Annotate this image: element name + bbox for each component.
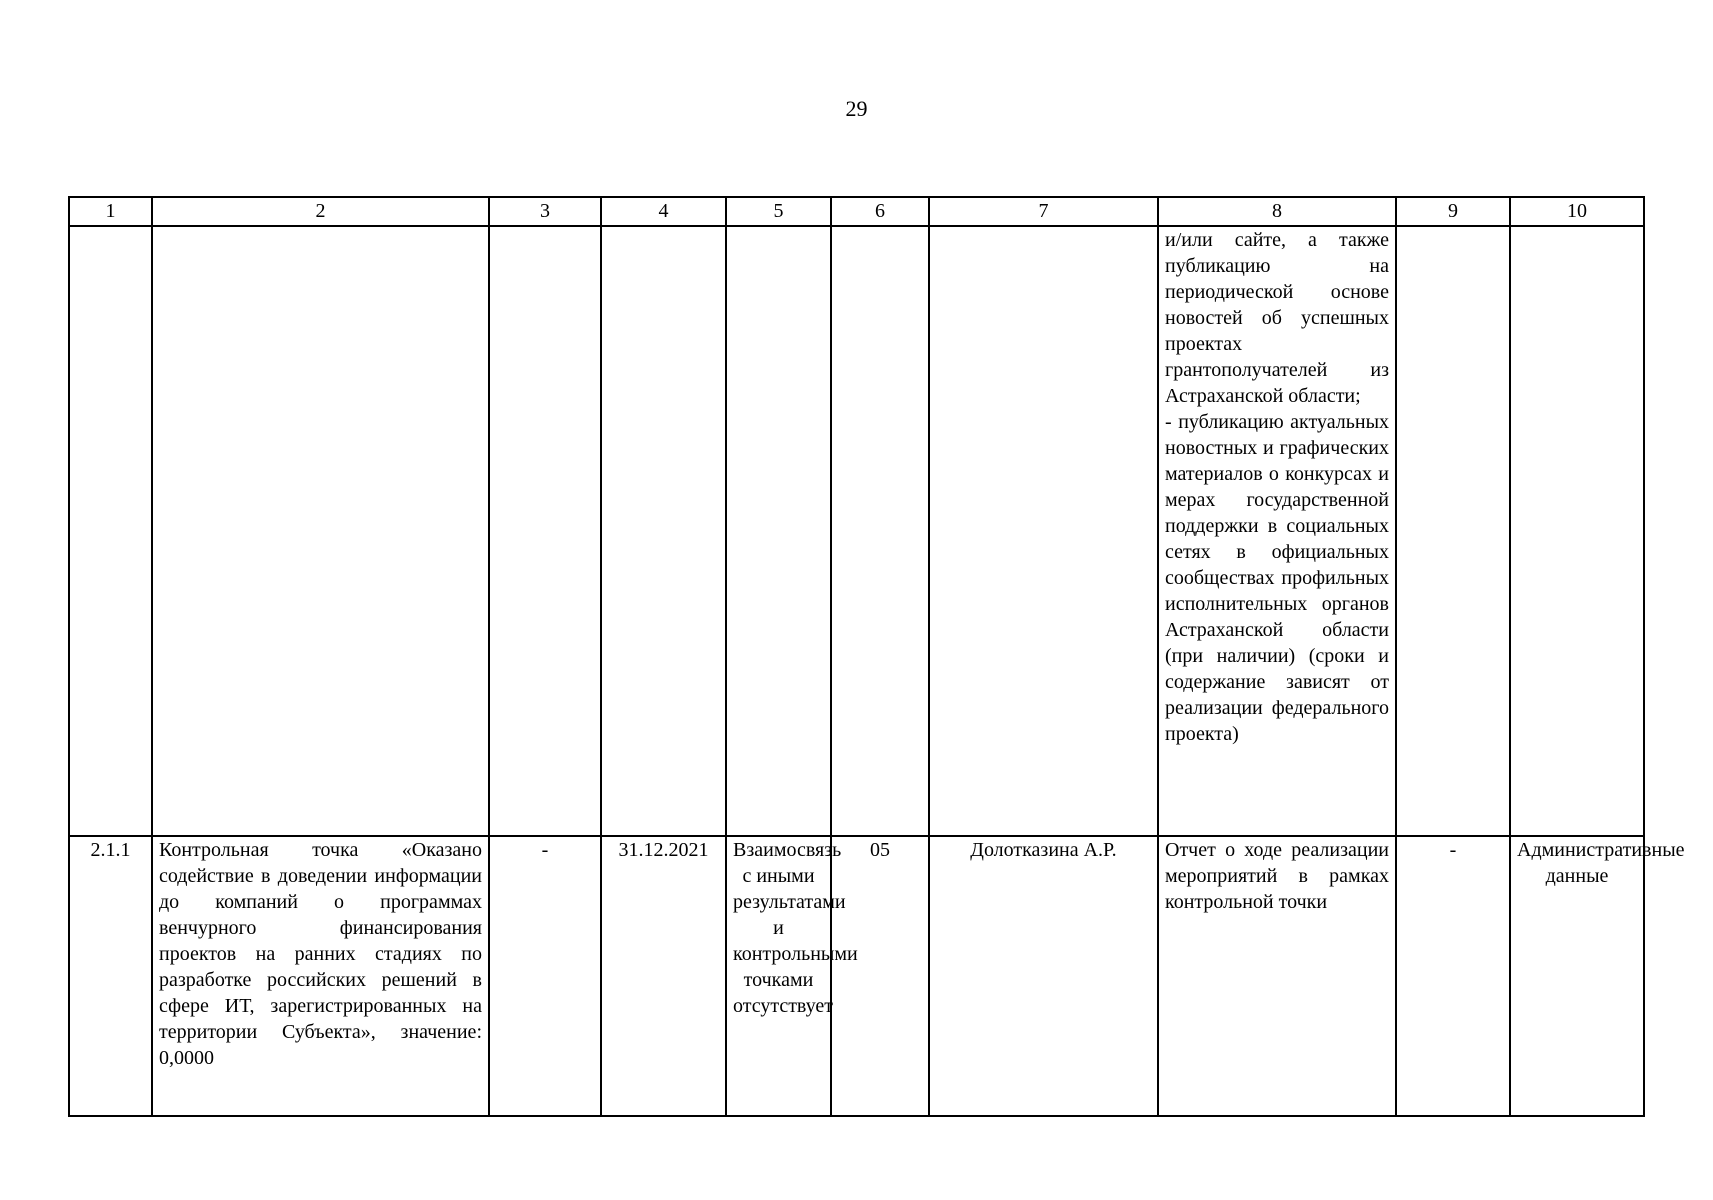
table-cell bbox=[929, 226, 1158, 836]
table-cell: Долотказина А.Р. bbox=[929, 836, 1158, 1116]
table-cell: - bbox=[489, 836, 601, 1116]
column-header-3: 3 bbox=[489, 197, 601, 226]
table-cell: Административные данные bbox=[1510, 836, 1644, 1116]
table-header-row bbox=[69, 197, 1644, 226]
table-cell bbox=[1396, 226, 1510, 836]
table-cell: 2.1.1 bbox=[69, 836, 152, 1116]
table-cell bbox=[601, 226, 726, 836]
table-cell: 05 bbox=[831, 836, 929, 1116]
table-cell: и/или сайте, а также публикацию на периодической основе новостей об успешных проектах грантополучателей из Астраханской области; - публикацию актуальных новостных и графических материалов о конкурсах и мерах государственной поддержки в социальных сетях в официальных сообществах профильных исполнительных органов Астраханской области (при наличии) (сроки и содержание зависят от реализации федерального проекта) bbox=[1158, 226, 1396, 836]
table-cell bbox=[1510, 226, 1644, 836]
column-header-9: 9 bbox=[1396, 197, 1510, 226]
table-cell: - bbox=[1396, 836, 1510, 1116]
column-header-4: 4 bbox=[601, 197, 726, 226]
column-header-10: 10 bbox=[1510, 197, 1644, 226]
column-header-7: 7 bbox=[929, 197, 1158, 226]
page-number: 29 bbox=[845, 96, 868, 121]
table-row bbox=[69, 226, 1644, 836]
table-cell bbox=[831, 226, 929, 836]
table-cell: Контрольная точка «Оказано содействие в доведении информации до компаний о программах венчурного финансирования проектов на ранних стадиях по разработке российских решений в сфере ИТ, зарегистрированных на территории Субъекта», значение: 0,0000 bbox=[152, 836, 489, 1116]
table-cell: 31.12.2021 bbox=[601, 836, 726, 1116]
column-header-2: 2 bbox=[152, 197, 489, 226]
plan-table bbox=[68, 196, 1685, 1117]
table-cell bbox=[489, 226, 601, 836]
table-cell bbox=[69, 226, 152, 836]
table-cell bbox=[726, 226, 831, 836]
column-header-8: 8 bbox=[1158, 197, 1396, 226]
table-row bbox=[69, 836, 1644, 1116]
table-cell bbox=[152, 226, 489, 836]
table-cell: Отчет о ходе реализации мероприятий в рамках контрольной точки bbox=[1158, 836, 1396, 1116]
column-header-1: 1 bbox=[69, 197, 152, 226]
table-cell: Взаимосвязь с иными результатами и контрольными точками отсутствует bbox=[726, 836, 831, 1116]
column-header-6: 6 bbox=[831, 197, 929, 226]
column-header-5: 5 bbox=[726, 197, 831, 226]
